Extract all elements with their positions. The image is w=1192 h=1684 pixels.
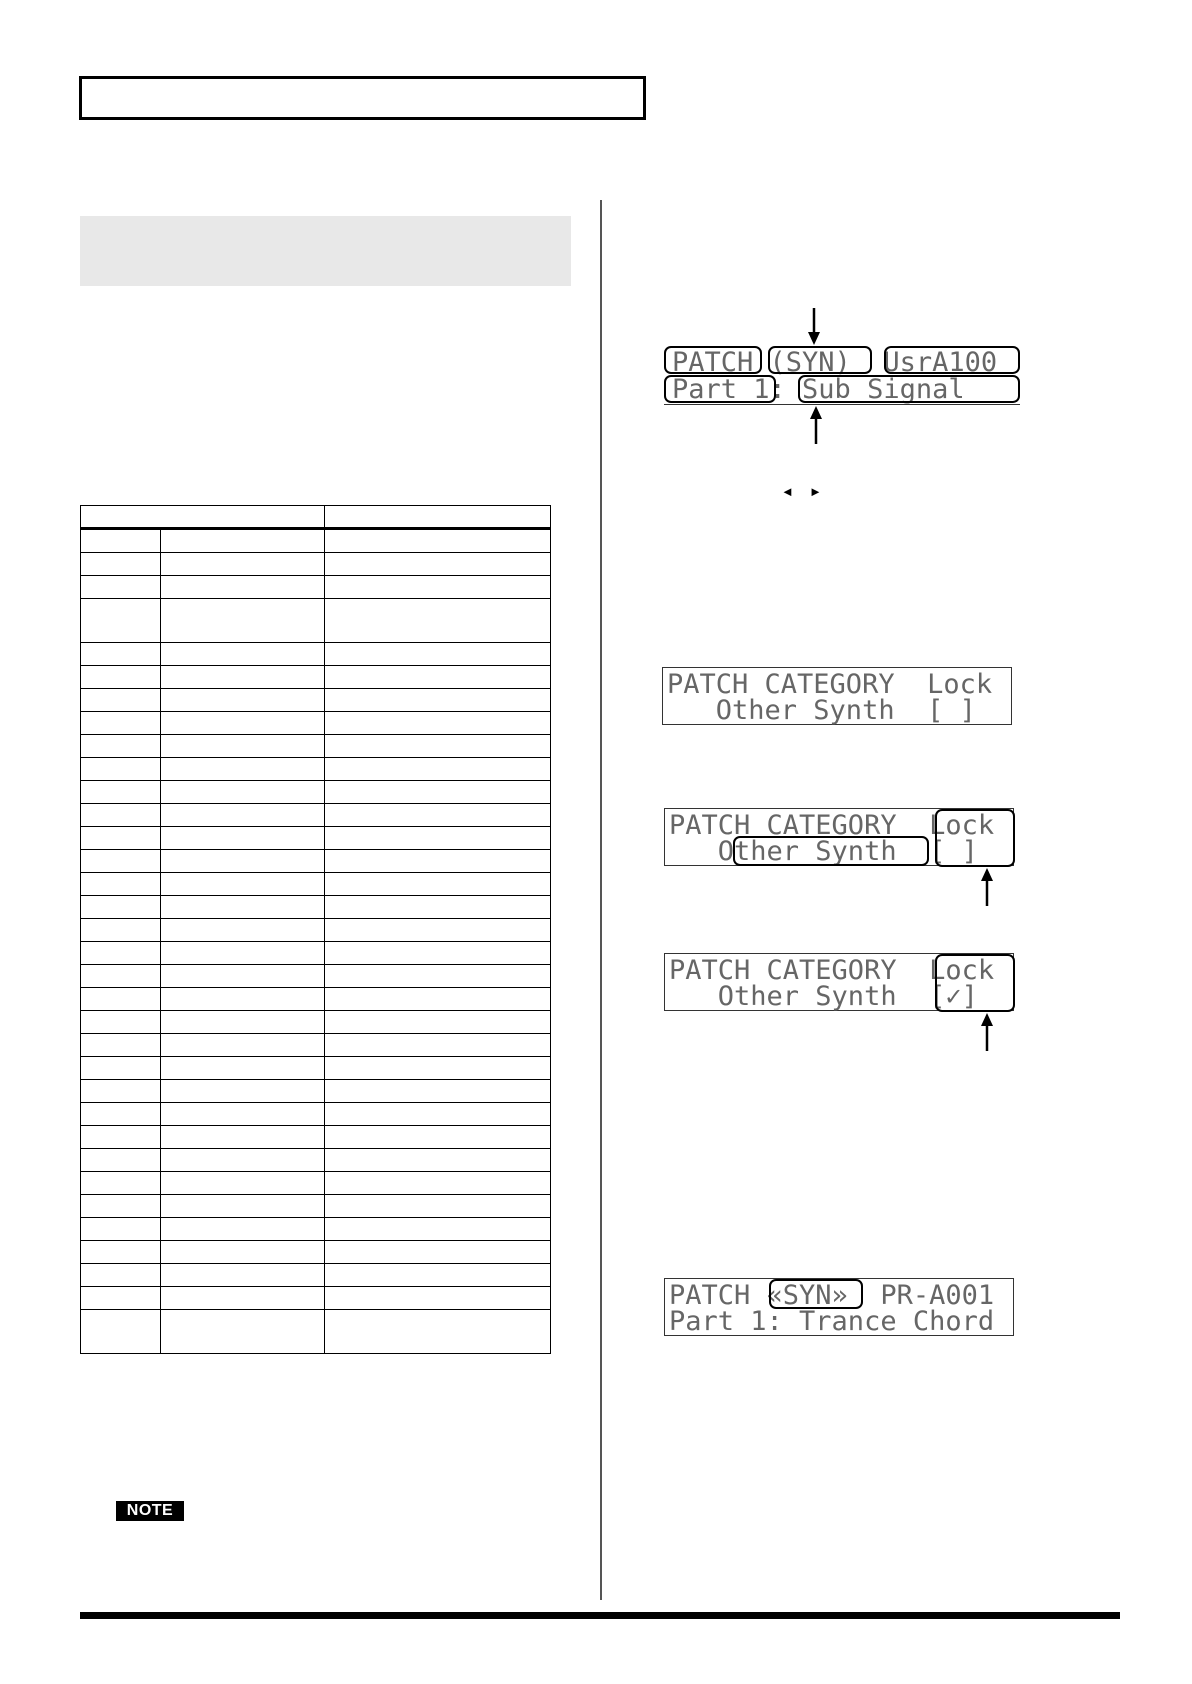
table-cell <box>325 1080 551 1103</box>
highlight-patch-name <box>798 375 1020 403</box>
up-arrow-icon <box>981 868 993 911</box>
table-cell <box>161 1011 325 1034</box>
table-cell <box>161 1218 325 1241</box>
lcd-patch-result <box>664 1278 1014 1336</box>
table-row <box>81 758 551 781</box>
highlight-lock <box>935 954 1015 1012</box>
table-cell <box>161 1057 325 1080</box>
table-cell <box>161 988 325 1011</box>
table-cell <box>161 712 325 735</box>
table-row <box>81 553 551 576</box>
lcd-line-2: Other Synth [✓] <box>669 981 978 1012</box>
table-cell <box>81 965 161 988</box>
table-header-cell <box>325 506 551 529</box>
table-row <box>81 1080 551 1103</box>
table-cell <box>325 599 551 643</box>
table-cell <box>81 553 161 576</box>
table-cell <box>325 735 551 758</box>
table-row <box>81 1057 551 1080</box>
column-divider <box>600 200 602 1600</box>
lcd-line-1: PATCH CATEGORY Lock <box>669 810 995 841</box>
table-cell <box>161 758 325 781</box>
table-cell <box>161 1080 325 1103</box>
lcd-line-1: PATCH «SYN» PR-A001 <box>669 1280 995 1311</box>
table-cell <box>325 1287 551 1310</box>
table-cell <box>161 1034 325 1057</box>
lcd-category-2 <box>664 808 1014 866</box>
highlight-syn <box>768 346 872 374</box>
table-row <box>81 689 551 712</box>
lcd-line-2: Part 1: Sub Signal <box>672 374 965 405</box>
table-cell <box>325 1218 551 1241</box>
lcd-line-1: PATCH CATEGORY Lock <box>667 669 993 700</box>
table-cell <box>161 1126 325 1149</box>
table-cell <box>325 896 551 919</box>
table-cell <box>81 529 161 553</box>
table-cell <box>325 1103 551 1126</box>
table-cell <box>325 1310 551 1354</box>
table-cell <box>81 758 161 781</box>
highlight-syn <box>769 1279 863 1309</box>
table-row <box>81 942 551 965</box>
table-cell <box>161 553 325 576</box>
table-cell <box>161 1149 325 1172</box>
table-cell <box>325 1241 551 1264</box>
table-cell <box>81 942 161 965</box>
lcd-category-3 <box>664 953 1014 1011</box>
table-cell <box>161 850 325 873</box>
table-cell <box>325 1149 551 1172</box>
table-cell <box>81 1195 161 1218</box>
table-row <box>81 988 551 1011</box>
table-cell <box>161 804 325 827</box>
table-cell <box>81 988 161 1011</box>
table-cell <box>161 735 325 758</box>
lcd-category-1 <box>662 667 1012 725</box>
table-cell <box>81 1310 161 1354</box>
table-row <box>81 643 551 666</box>
note-badge: NOTE <box>116 1501 184 1521</box>
table-cell <box>325 873 551 896</box>
table-cell <box>325 1057 551 1080</box>
table-cell <box>81 1057 161 1080</box>
highlight-category-name <box>733 836 929 866</box>
highlight-lock <box>935 809 1015 867</box>
table-cell <box>325 666 551 689</box>
table-cell <box>325 553 551 576</box>
table-row <box>81 1287 551 1310</box>
lcd-patch-main <box>664 345 1020 405</box>
table-row <box>81 1264 551 1287</box>
table-row <box>81 576 551 599</box>
lcd-line-2: Part 1: Trance Chord <box>669 1306 995 1337</box>
table-row <box>81 529 551 553</box>
table-cell <box>325 712 551 735</box>
table-row <box>81 1011 551 1034</box>
lcd-line-2: Other Synth [ ] <box>667 695 976 726</box>
table-cell <box>161 1310 325 1354</box>
table-cell <box>325 1195 551 1218</box>
highlight-patch-number <box>884 346 1020 374</box>
table-cell <box>81 873 161 896</box>
table-cell <box>81 896 161 919</box>
table-row <box>81 1172 551 1195</box>
table-cell <box>325 965 551 988</box>
table-cell <box>161 529 325 553</box>
table-cell <box>161 599 325 643</box>
lcd-line-2: Other Synth [ ] <box>669 836 978 867</box>
table-cell <box>81 1172 161 1195</box>
table-cell <box>161 1195 325 1218</box>
table-cell <box>161 1172 325 1195</box>
table-cell <box>81 1264 161 1287</box>
footer-rule <box>80 1612 1120 1619</box>
table-cell <box>81 804 161 827</box>
table-row <box>81 965 551 988</box>
table-cell <box>325 919 551 942</box>
table-cell <box>81 689 161 712</box>
section-heading-band <box>80 216 571 286</box>
table-cell <box>81 735 161 758</box>
table-cell <box>161 576 325 599</box>
table-row <box>81 599 551 643</box>
table-cell <box>81 1103 161 1126</box>
table-cell <box>161 965 325 988</box>
table-row <box>81 804 551 827</box>
table-cell <box>325 1034 551 1057</box>
table-cell <box>81 850 161 873</box>
table-row <box>81 712 551 735</box>
table-cell <box>161 896 325 919</box>
table-cell <box>161 919 325 942</box>
table-cell <box>325 1172 551 1195</box>
table-row <box>81 919 551 942</box>
up-arrow-icon <box>810 406 822 449</box>
table-cell <box>161 942 325 965</box>
category-table <box>80 505 551 1354</box>
table-cell <box>81 599 161 643</box>
table-row <box>81 896 551 919</box>
cursor-right-icon: ► <box>809 484 822 499</box>
table-row <box>81 1310 551 1354</box>
table-row <box>81 781 551 804</box>
table-row <box>81 1103 551 1126</box>
table-cell <box>81 1080 161 1103</box>
table-cell <box>325 529 551 553</box>
table-row <box>81 1195 551 1218</box>
table-cell <box>325 781 551 804</box>
table-cell <box>325 1126 551 1149</box>
table-row <box>81 1218 551 1241</box>
table-row <box>81 735 551 758</box>
table-cell <box>325 758 551 781</box>
table-row <box>81 1149 551 1172</box>
table-cell <box>81 1218 161 1241</box>
table-cell <box>161 873 325 896</box>
cursor-left-icon: ◄ <box>781 484 794 499</box>
table-cell <box>81 712 161 735</box>
table-row <box>81 873 551 896</box>
table-cell <box>81 919 161 942</box>
table-cell <box>161 827 325 850</box>
table-cell <box>325 1264 551 1287</box>
table-cell <box>81 643 161 666</box>
table-row <box>81 1126 551 1149</box>
table-cell <box>161 1241 325 1264</box>
table-cell <box>161 1103 325 1126</box>
table-cell <box>161 781 325 804</box>
highlight-patch <box>664 346 762 374</box>
lcd-line-1: PATCH (SYN) UsrA100 <box>672 347 998 378</box>
table-cell <box>161 1287 325 1310</box>
table-cell <box>161 643 325 666</box>
table-cell <box>81 576 161 599</box>
table-row <box>81 1034 551 1057</box>
table-cell <box>161 689 325 712</box>
table-cell <box>81 827 161 850</box>
table-cell <box>325 988 551 1011</box>
table-cell <box>325 689 551 712</box>
table-header-row <box>81 506 551 529</box>
table-cell <box>81 1241 161 1264</box>
table-cell <box>81 1149 161 1172</box>
up-arrow-icon <box>981 1013 993 1056</box>
table-row <box>81 666 551 689</box>
table-cell <box>325 1011 551 1034</box>
table-cell <box>81 781 161 804</box>
table-cell <box>325 576 551 599</box>
lcd-line-1: PATCH CATEGORY Lock <box>669 955 995 986</box>
table-cell <box>325 850 551 873</box>
table-row <box>81 1241 551 1264</box>
table-row <box>81 827 551 850</box>
table-cell <box>325 827 551 850</box>
table-cell <box>161 1264 325 1287</box>
table-cell <box>81 1287 161 1310</box>
table-cell <box>325 804 551 827</box>
table-cell <box>81 666 161 689</box>
table-header-cell <box>81 506 325 529</box>
table-cell <box>81 1034 161 1057</box>
table-row <box>81 850 551 873</box>
header-title-box <box>79 76 646 120</box>
table-cell <box>325 942 551 965</box>
table-cell <box>81 1126 161 1149</box>
table-cell <box>161 666 325 689</box>
table-cell <box>81 1011 161 1034</box>
highlight-part <box>664 375 776 403</box>
table-cell <box>325 643 551 666</box>
